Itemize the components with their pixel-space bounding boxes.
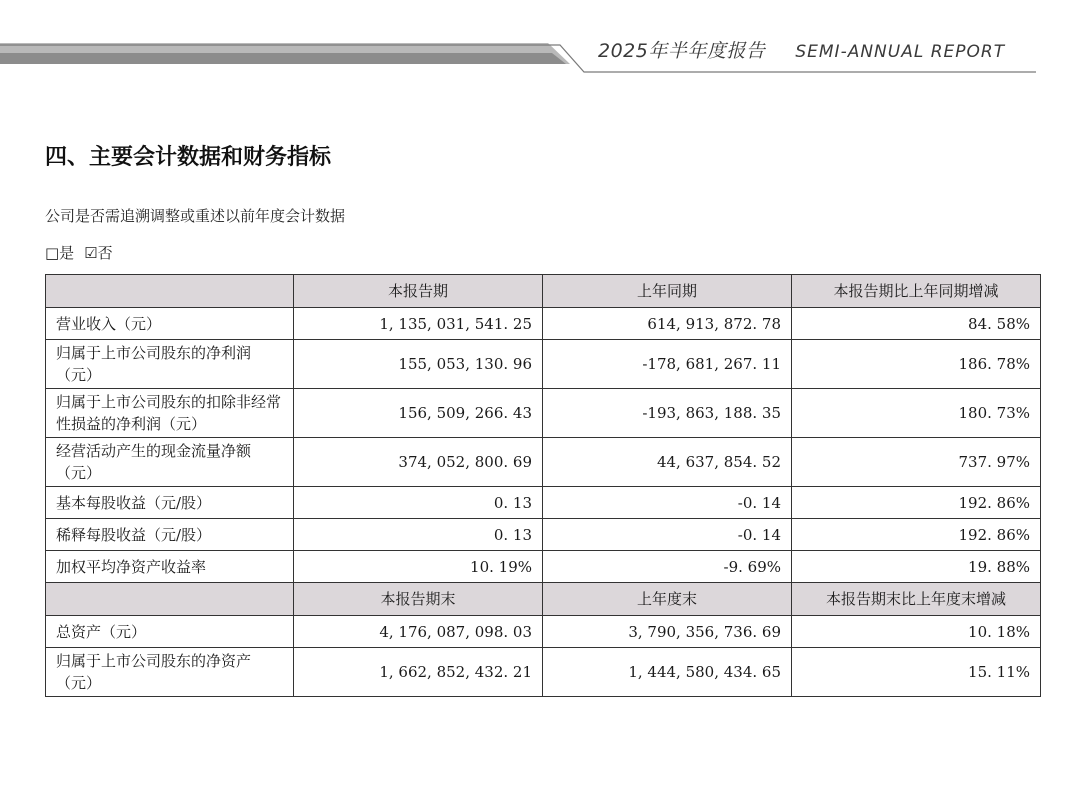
row-label: 稀释每股收益（元/股）: [46, 519, 294, 551]
row-label: 经营活动产生的现金流量净额（元）: [46, 438, 294, 487]
row-label: 基本每股收益（元/股）: [46, 487, 294, 519]
table-row: [46, 308, 1041, 340]
option-no-checkbox: ☑否: [84, 244, 113, 262]
change-value: 192. 86%: [792, 487, 1041, 519]
table-row: [46, 487, 1041, 519]
change-value: 186. 78%: [792, 340, 1041, 389]
table-row: [46, 389, 1041, 438]
row-label: 总资产（元）: [46, 616, 294, 648]
table-row: [46, 616, 1041, 648]
row-label: 归属于上市公司股东的扣除非经常性损益的净利润（元）: [46, 389, 294, 438]
table-row: [46, 438, 1041, 487]
change-value: 192. 86%: [792, 519, 1041, 551]
table-header-row: [46, 275, 1041, 308]
table-row: [46, 519, 1041, 551]
header-cell: 本报告期比上年同期增减: [792, 275, 1041, 308]
header-cell: 上年度末: [543, 583, 792, 616]
header-cell: 本报告期末: [294, 583, 543, 616]
current-value: 1, 135, 031, 541. 25: [294, 308, 543, 340]
prior-value: -0. 14: [543, 487, 792, 519]
prior-value: -0. 14: [543, 519, 792, 551]
restatement-answer: [45, 242, 113, 263]
change-value: 15. 11%: [792, 648, 1041, 697]
header-cell: [46, 275, 294, 308]
prior-value: 44, 637, 854. 52: [543, 438, 792, 487]
row-label: 归属于上市公司股东的净资产（元）: [46, 648, 294, 697]
financial-data-table: [45, 274, 1041, 697]
prior-value: 614, 913, 872. 78: [543, 308, 792, 340]
current-value: 155, 053, 130. 96: [294, 340, 543, 389]
change-value: 19. 88%: [792, 551, 1041, 583]
restatement-question: 公司是否需追溯调整或重述以前年度会计数据: [45, 207, 346, 225]
change-value: 737. 97%: [792, 438, 1041, 487]
current-value: 1, 662, 852, 432. 21: [294, 648, 543, 697]
header-cell: 上年同期: [543, 275, 792, 308]
table-header-row: [46, 583, 1041, 616]
prior-value: -9. 69%: [543, 551, 792, 583]
header-cell: 本报告期: [294, 275, 543, 308]
header-cell: [46, 583, 294, 616]
change-value: 84. 58%: [792, 308, 1041, 340]
change-value: 180. 73%: [792, 389, 1041, 438]
prior-value: 3, 790, 356, 736. 69: [543, 616, 792, 648]
prior-value: -193, 863, 188. 35: [543, 389, 792, 438]
report-title-cn: 2025年半年度报告: [598, 40, 766, 62]
current-value: 0. 13: [294, 487, 543, 519]
table-row: [46, 340, 1041, 389]
current-value: 156, 509, 266. 43: [294, 389, 543, 438]
prior-value: -178, 681, 267. 11: [543, 340, 792, 389]
row-label: 加权平均净资产收益率: [46, 551, 294, 583]
report-header: [598, 36, 1005, 63]
table-row: [46, 551, 1041, 583]
row-label: 营业收入（元）: [46, 308, 294, 340]
report-title-en: SEMI-ANNUAL REPORT: [795, 42, 1006, 62]
table-row: [46, 648, 1041, 697]
current-value: 4, 176, 087, 098. 03: [294, 616, 543, 648]
current-value: 10. 19%: [294, 551, 543, 583]
option-yes-checkbox: □是: [45, 244, 75, 262]
prior-value: 1, 444, 580, 434. 65: [543, 648, 792, 697]
row-label: 归属于上市公司股东的净利润（元）: [46, 340, 294, 389]
header-cell: 本报告期末比上年度末增减: [792, 583, 1041, 616]
section-title: 四、主要会计数据和财务指标: [45, 145, 332, 170]
current-value: 0. 13: [294, 519, 543, 551]
current-value: 374, 052, 800. 69: [294, 438, 543, 487]
change-value: 10. 18%: [792, 616, 1041, 648]
